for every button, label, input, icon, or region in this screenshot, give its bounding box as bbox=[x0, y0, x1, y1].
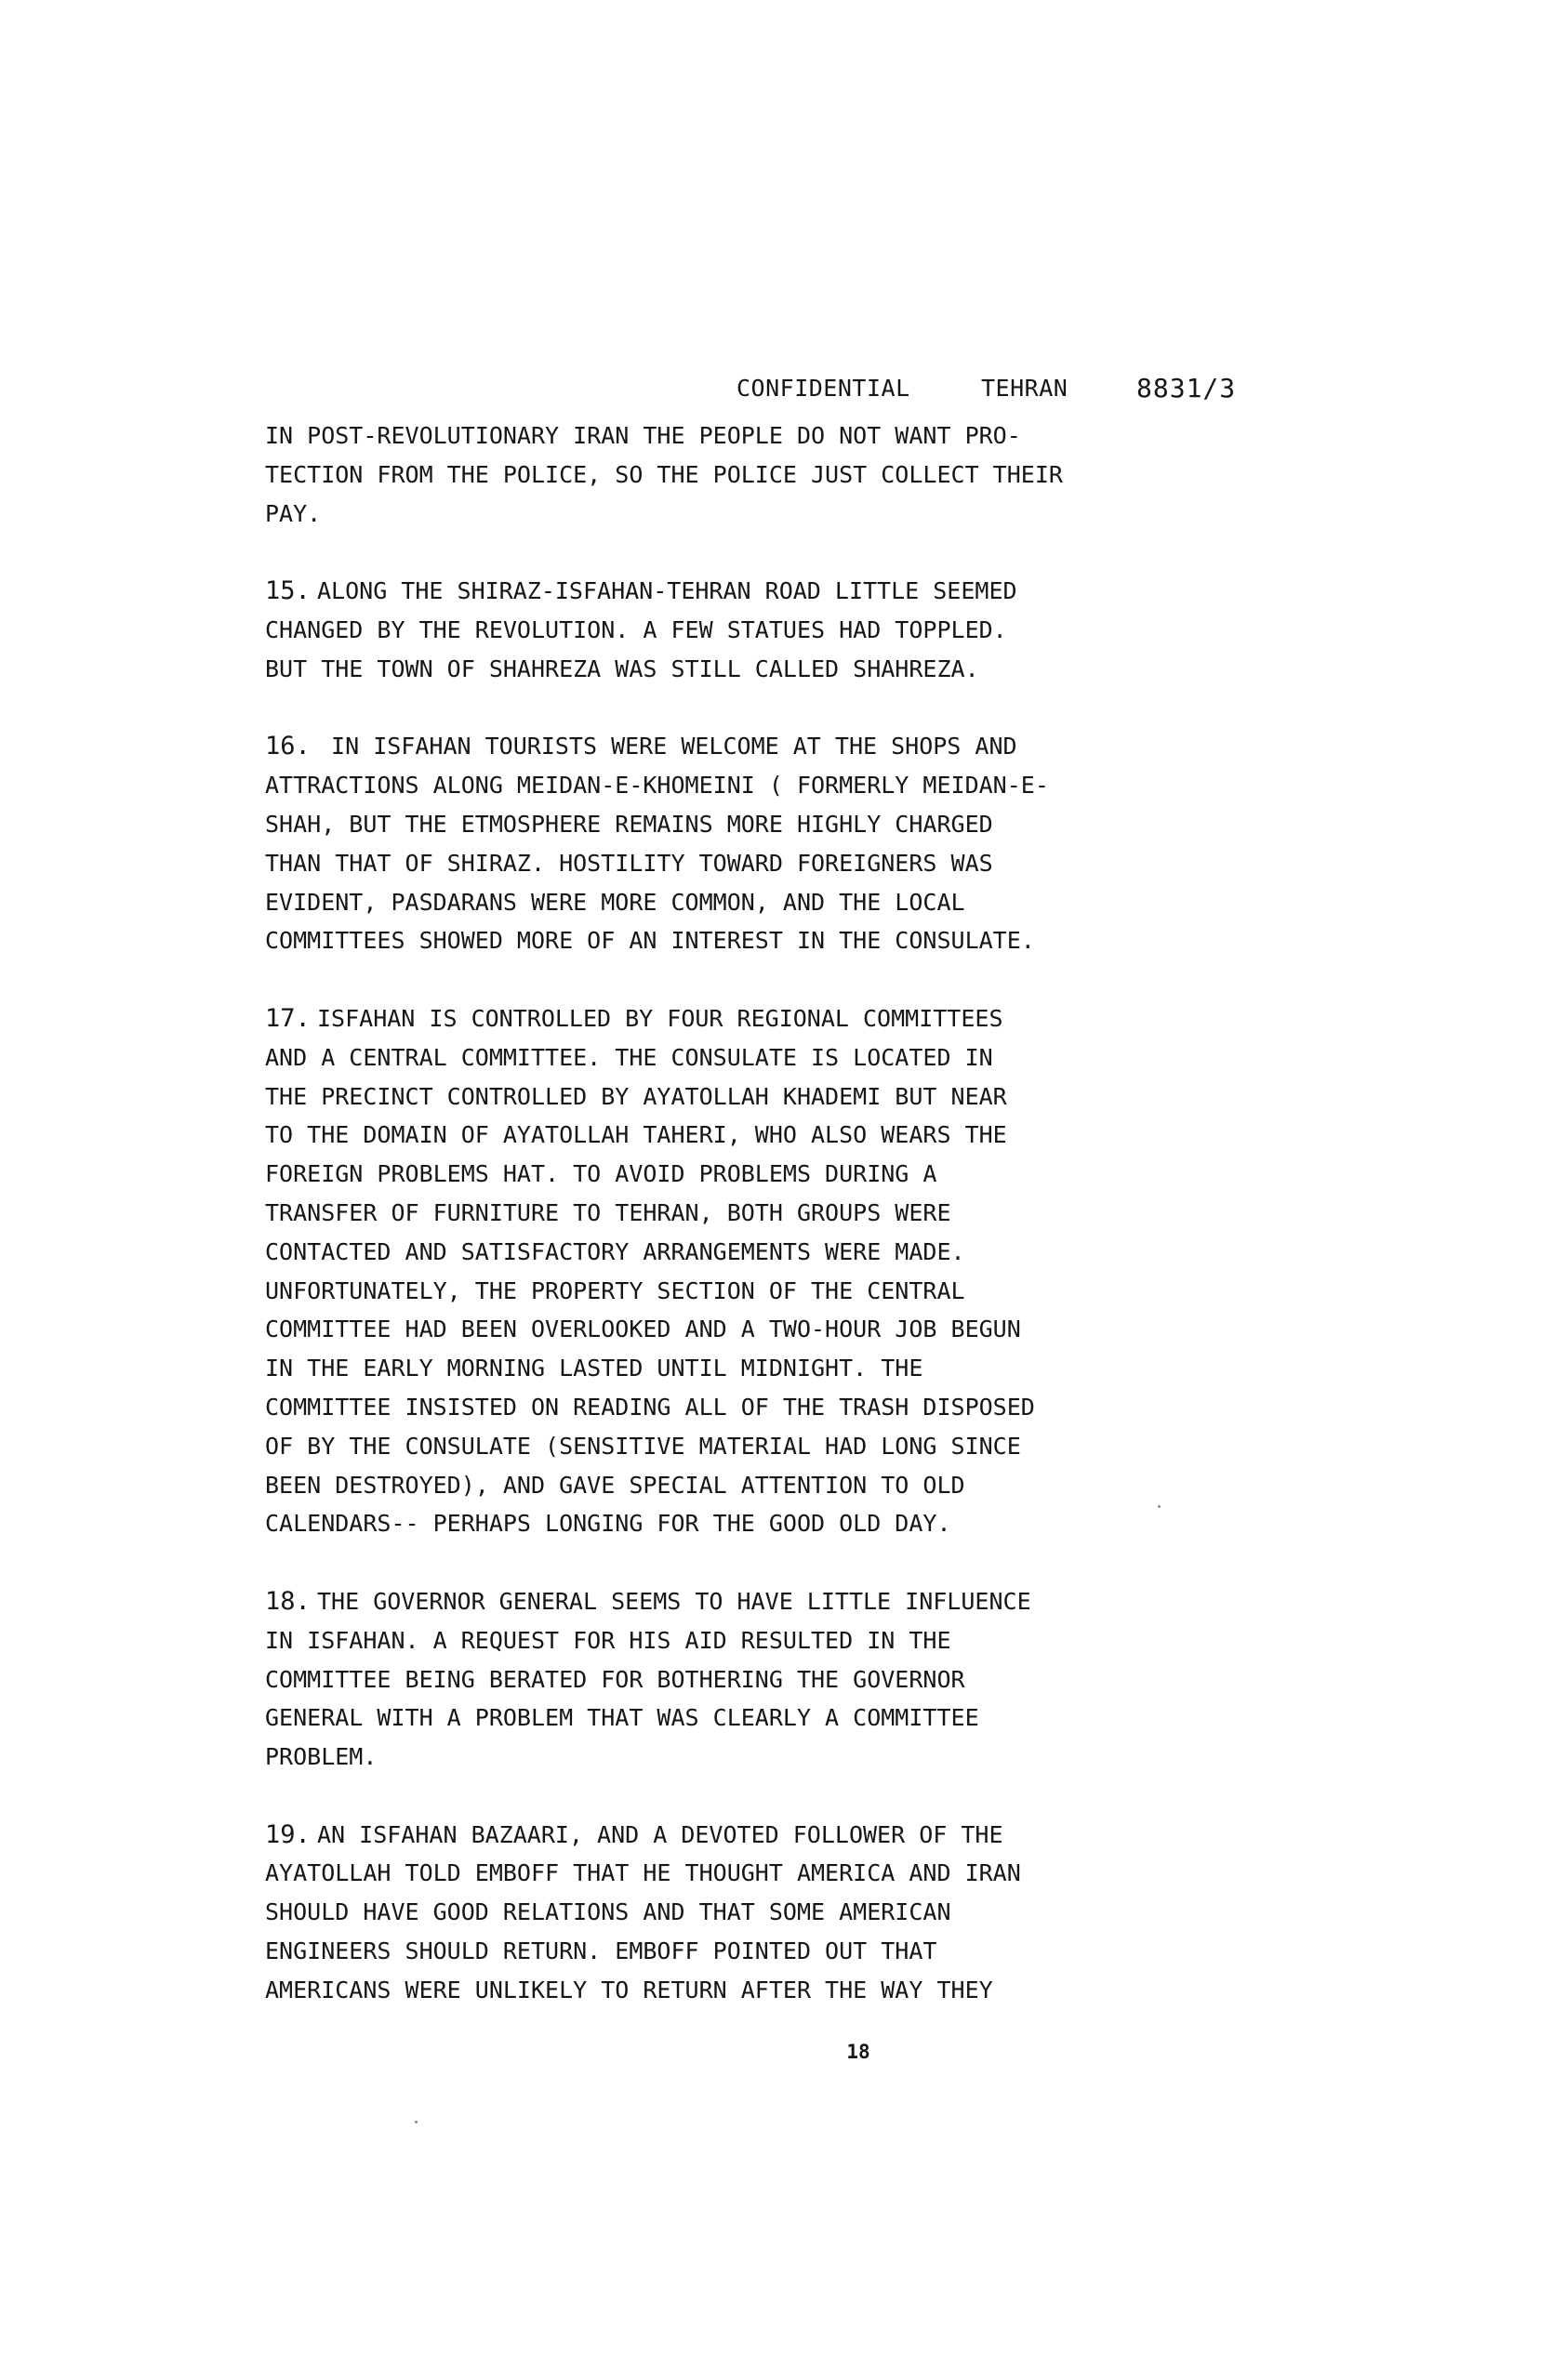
page-number: 18 bbox=[846, 2041, 870, 2063]
paragraph-number: 18. bbox=[265, 1586, 311, 1616]
post-label: TEHRAN bbox=[981, 375, 1068, 402]
document-body bbox=[265, 416, 1251, 2010]
paragraph-number: 17. bbox=[265, 1003, 311, 1033]
paragraph-16 bbox=[265, 727, 1251, 960]
paragraph-text: THE GOVERNOR GENERAL SEEMS TO HAVE LITTLE INFLUENCE IN ISFAHAN. A REQUEST FOR HIS AID RESULTED IN THE COMMITTEE BEING BERATED FOR BOTHERING THE GOVERNOR GENERAL WITH A PROBLEM THAT WAS CLEARLY A COMMITTEE PROBLEM. bbox=[265, 1587, 1031, 1771]
paragraph-19 bbox=[265, 1816, 1251, 2010]
classification-label: CONFIDENTIAL bbox=[737, 375, 910, 402]
scan-speck bbox=[1158, 1505, 1161, 1508]
document-header bbox=[0, 368, 1566, 409]
scan-speck bbox=[415, 2121, 418, 2123]
paragraph-number: 19. bbox=[265, 1819, 311, 1849]
paragraph-continuation bbox=[265, 416, 1251, 533]
paragraph-text: ISFAHAN IS CONTROLLED BY FOUR REGIONAL COMMITTEES AND A CENTRAL COMMITTEE. THE CONSULATE IS LOCATED IN THE PRECINCT CONTROLLED BY AYATOLLAH KHADEMI BUT NEAR TO THE DOMAIN OF AYATOLLAH TAHERI, WHO ALSO WEARS THE FOREIGN PROBLEMS HAT. TO AVOID PROBLEMS DURING A TRANSFER OF FURNITURE TO TEHRAN, BOTH GROUPS WERE CONTACTED AND SATISFACTORY ARRANGEMENTS WERE MADE. UNFORTUNATELY, THE PROPERTY SECTION OF THE CENTRAL COMMITTEE HAD BEEN OVERLOOKED AND A TWO-HOUR JOB BEGUN IN THE EARLY MORNING LASTED UNTIL MIDNIGHT. THE COMMITTEE INSISTED ON READING ALL OF THE TRASH DISPOSED OF BY THE CONSULATE (SENSITIVE MATERIAL HAD LONG SINCE BEEN DESTROYED), AND GAVE SPECIAL ATTENTION TO OLD CALENDARS-- PERHAPS LONGING FOR THE GOOD OLD DAY. bbox=[265, 1004, 1035, 1538]
paragraph-text: AN ISFAHAN BAZAARI, AND A DEVOTED FOLLOWER OF THE AYATOLLAH TOLD EMBOFF THAT HE THOUGHT AMERICA AND IRAN SHOULD HAVE GOOD RELATIONS AND THAT SOME AMERICAN ENGINEERS SHOULD RETURN. EMBOFF POINTED OUT THAT AMERICANS WERE UNLIKELY TO RETURN AFTER THE WAY THEY bbox=[265, 1820, 1021, 2003]
paragraph-number: 15. bbox=[265, 576, 311, 606]
paragraph-text: ALONG THE SHIRAZ-ISFAHAN-TEHRAN ROAD LITTLE SEEMED CHANGED BY THE REVOLUTION. A FEW STATUES HAD TOPPLED. BUT THE TOWN OF SHAHREZA WAS STILL CALLED SHAHREZA. bbox=[265, 577, 1017, 682]
paragraph-text: IN ISFAHAN TOURISTS WERE WELCOME AT THE SHOPS AND ATTRACTIONS ALONG MEIDAN-E-KHOMEINI ( FORMERLY MEIDAN-E- SHAH, BUT THE ETMOSPHERE REMAINS MORE HIGHLY CHARGED THAN THAT OF SHIRAZ. HOSTILITY TOWARD FOREIGNERS WAS EVIDENT, PASDARANS WERE MORE COMMON, AND THE LOCAL COMMITTEES SHOWED MORE OF AN INTEREST IN THE CONSULATE. bbox=[265, 733, 1049, 955]
paragraph-18 bbox=[265, 1582, 1251, 1777]
paragraph-17 bbox=[265, 999, 1251, 1543]
paragraph-number: 16. bbox=[265, 732, 311, 761]
paragraph-text: IN POST-REVOLUTIONARY IRAN THE PEOPLE DO NOT WANT PRO- TECTION FROM THE POLICE, SO THE POLICE JUST COLLECT THEIR PAY. bbox=[265, 422, 1063, 527]
paragraph-15 bbox=[265, 572, 1251, 688]
telegram-reference: 8831/3 bbox=[1136, 373, 1237, 403]
